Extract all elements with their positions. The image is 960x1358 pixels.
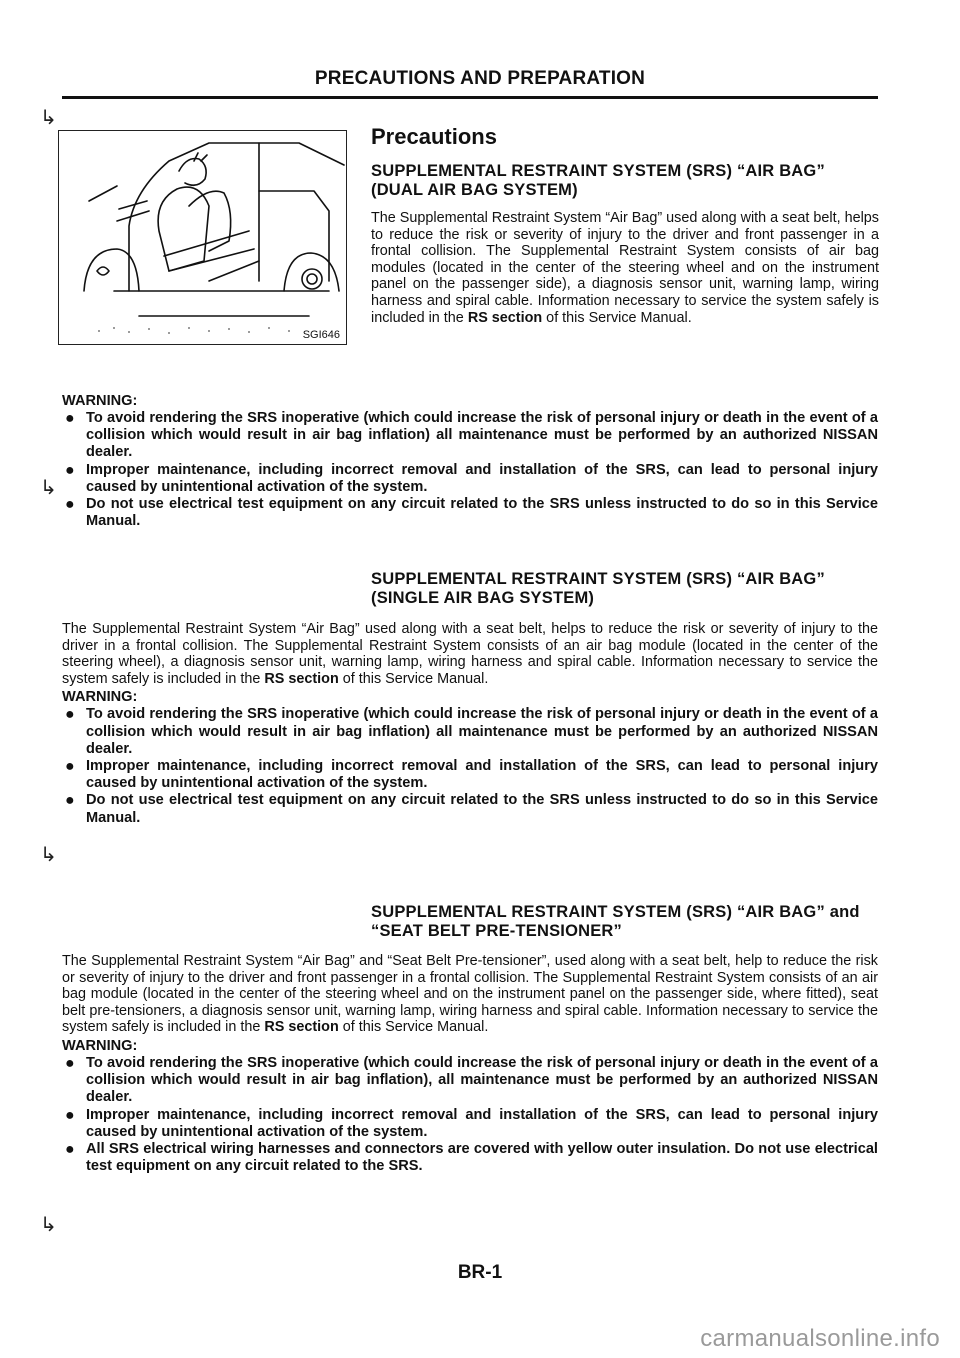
warning-item: ● To avoid rendering the SRS inoperative (which could increase the risk of personal injury or death in the event of a collision which would result in air bag inflation) all maintenance must be performed by an authorized NISSAN dealer. <box>65 706 878 757</box>
header-rule <box>62 96 878 99</box>
revision-mark: ↳ <box>40 844 57 866</box>
page-header: PRECAUTIONS AND PREPARATION <box>314 68 646 89</box>
precautions-intro <box>371 124 879 326</box>
single-airbag-body: The Supplemental Restraint System “Air Bag” used along with a seat belt, helps to reduce the risk or severity of injury to the driver in a frontal collision. The Supplemental Restraint System consists of an air bag module (located in the center of the steering wheel), a diagnosis sensor unit, warning lamp, wiring harness and spiral cable. Information necessary to service the system safely is included in the RS section of this Service Manual. <box>62 621 878 687</box>
single-airbag-heading: SUPPLEMENTAL RESTRAINT SYSTEM (SRS) “AIR BAG” (SINGLE AIR BAG SYSTEM) <box>371 570 825 607</box>
warning-item: ● Improper maintenance, including incorrect removal and installation of the SRS, can lead to personal injury caused by unintentional activation of the system. <box>65 1106 878 1140</box>
airbag-figure <box>58 130 347 345</box>
revision-mark: ↳ <box>40 107 57 129</box>
warning-list <box>62 706 878 826</box>
warning-item: ● To avoid rendering the SRS inoperative (which could increase the risk of personal injury or death in the event of a collision which would result in air bag inflation), all maintenance must be performed by an authorized NISSAN dealer. <box>65 1054 878 1106</box>
dual-airbag-body: The Supplemental Restraint System “Air Bag” used along with a seat belt, helps to reduce the risk or severity of injury to the driver and front passenger in a frontal collision. The Supplemental Restraint System consists of air bag modules (located in the center of the steering wheel and on the instrument panel on the passenger side), a diagnosis sensor unit, warning lamp, wiring harness and spiral cable. Information necessary to service the system safely is included in the RS section of this Service Manual. <box>371 210 879 326</box>
warning-label: WARNING: <box>62 393 138 409</box>
warning-item: ● To avoid rendering the SRS inoperative (which could increase the risk of personal injury or death in the event of a collision which would result in air bag inflation) all maintenance must be performed by an authorized NISSAN dealer. <box>65 410 878 461</box>
warning-item: ● All SRS electrical wiring harnesses and connectors are covered with yellow outer insulation. Do not use electrical test equipment on any circuit related to the SRS. <box>65 1140 878 1175</box>
single-airbag-section <box>62 621 878 827</box>
warning-list <box>62 1055 878 1175</box>
dual-warning-block <box>62 393 878 530</box>
pretensioner-heading-block <box>371 903 879 941</box>
pretensioner-section <box>62 953 878 1175</box>
revision-mark: ↳ <box>40 1214 57 1236</box>
figure-id: SGI646 <box>302 329 340 341</box>
page-number: BR-1 <box>457 1262 503 1283</box>
warning-item: ● Do not use electrical test equipment on any circuit related to the SRS unless instructed to do so in this Service Manual. <box>65 496 878 530</box>
warning-label: WARNING: <box>62 689 138 706</box>
single-airbag-heading-block <box>371 570 879 608</box>
warning-item: ● Do not use electrical test equipment on any circuit related to the SRS unless instructed to do so in this Service Manual. <box>65 792 878 826</box>
warning-item: ● Improper maintenance, including incorrect removal and installation of the SRS, can lead to personal injury caused by unintentional activation of the system. <box>65 757 878 792</box>
warning-label: WARNING: <box>62 1037 138 1054</box>
warning-list <box>62 410 878 530</box>
pretensioner-heading: SUPPLEMENTAL RESTRAINT SYSTEM (SRS) “AIR BAG” and “SEAT BELT PRE-TENSIONER” <box>371 903 860 940</box>
revision-mark: ↳ <box>40 477 57 499</box>
section-title: Precautions <box>371 124 497 149</box>
watermark: carmanualsonline.info <box>700 1325 940 1352</box>
pretensioner-body: The Supplemental Restraint System “Air Bag” and “Seat Belt Pre-tensioner”, used along with a seat belt, help to reduce the risk or severity of injury to the driver and front passenger in a frontal collision. The Supplemental Restraint System consists of an air bag module (located in the center of the steering wheel and on the instrument panel on the passenger side, where fitted), seat belt pre-tensioners, a diagnosis sensor unit, warning lamp, wiring harness and spiral cable. Information necessary to service the system safely is included in the RS section of this Service Manual. <box>62 953 878 1036</box>
airbag-driver-illustration-icon <box>59 131 345 343</box>
dual-airbag-heading: SUPPLEMENTAL RESTRAINT SYSTEM (SRS) “AIR BAG” (DUAL AIR BAG SYSTEM) <box>371 162 825 199</box>
warning-item: ● Improper maintenance, including incorrect removal and installation of the SRS, can lead to personal injury caused by unintentional activation of the system. <box>65 461 878 495</box>
